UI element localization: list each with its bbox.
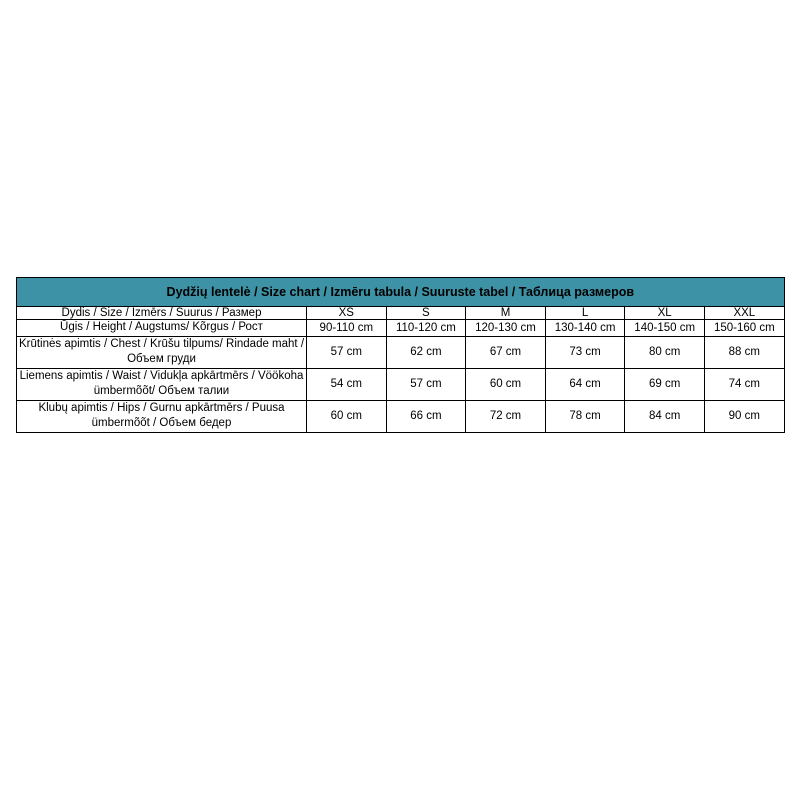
cell-hips-s: 66 cm: [386, 400, 466, 432]
table-title-row: [17, 278, 785, 307]
table-header-row: [17, 307, 785, 320]
cell-height-xxl: 150-160 cm: [704, 320, 784, 337]
row-label-hips: Klubų apimtis / Hips / Gurnu apkārtmērs / Puusa ümbermõõt / Объем бедер: [17, 400, 307, 432]
table-row: [17, 400, 785, 432]
cell-height-xs: 90-110 cm: [307, 320, 387, 337]
table-row: [17, 336, 785, 368]
row-label-waist: Liemens apimtis / Waist / Vidukļa apkārtmērs / Vöökoha ümbermõõt/ Объем талии: [17, 368, 307, 400]
cell-hips-xs: 60 cm: [307, 400, 387, 432]
cell-waist-m: 60 cm: [466, 368, 546, 400]
cell-chest-xxl: 88 cm: [704, 336, 784, 368]
cell-hips-m: 72 cm: [466, 400, 546, 432]
size-chart-container: [16, 277, 784, 433]
chart-title: Dydžių lentelė / Size chart / Izmēru tabula / Suuruste tabel / Таблица размеров: [17, 278, 785, 307]
table-row: [17, 320, 785, 337]
cell-chest-m: 67 cm: [466, 336, 546, 368]
cell-waist-l: 64 cm: [545, 368, 625, 400]
cell-chest-xl: 80 cm: [625, 336, 705, 368]
cell-waist-s: 57 cm: [386, 368, 466, 400]
size-chart-table: [16, 277, 785, 433]
cell-chest-xs: 57 cm: [307, 336, 387, 368]
header-size-s: S: [386, 307, 466, 320]
header-size-xl: XL: [625, 307, 705, 320]
cell-hips-xxl: 90 cm: [704, 400, 784, 432]
row-label-chest: Krūtinės apimtis / Chest / Krūšu tilpums/ Rindade maht / Объем груди: [17, 336, 307, 368]
row-label-height: Ūgis / Height / Augstums/ Kõrgus / Рост: [17, 320, 307, 337]
cell-chest-s: 62 cm: [386, 336, 466, 368]
header-size-l: L: [545, 307, 625, 320]
cell-waist-xl: 69 cm: [625, 368, 705, 400]
header-size-label: Dydis / Size / Izmērs / Suurus / Размер: [17, 307, 307, 320]
cell-chest-l: 73 cm: [545, 336, 625, 368]
cell-waist-xxl: 74 cm: [704, 368, 784, 400]
cell-height-xl: 140-150 cm: [625, 320, 705, 337]
cell-hips-l: 78 cm: [545, 400, 625, 432]
cell-height-m: 120-130 cm: [466, 320, 546, 337]
cell-hips-xl: 84 cm: [625, 400, 705, 432]
cell-waist-xs: 54 cm: [307, 368, 387, 400]
header-size-xs: XS: [307, 307, 387, 320]
table-row: [17, 368, 785, 400]
cell-height-s: 110-120 cm: [386, 320, 466, 337]
cell-height-l: 130-140 cm: [545, 320, 625, 337]
header-size-m: M: [466, 307, 546, 320]
header-size-xxl: XXL: [704, 307, 784, 320]
